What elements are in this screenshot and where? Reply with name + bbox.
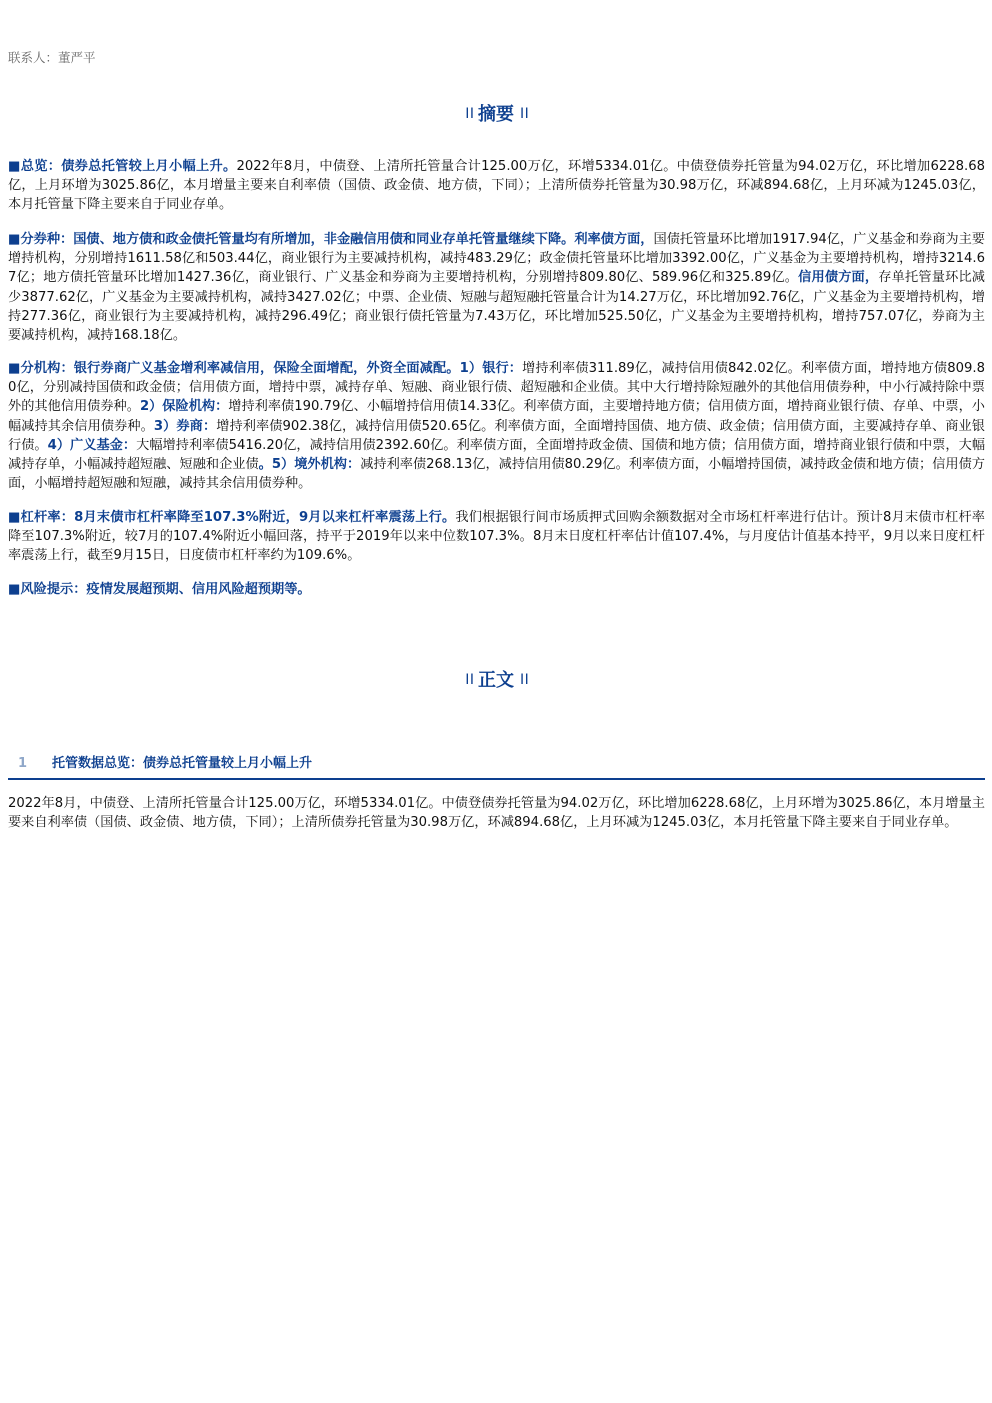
section-title: 托管数据总览：债券总托管量较上月小幅上升 <box>52 756 313 771</box>
institution-lead: 分机构：银行券商广义基金增利率减信用，保险全面增配，外资全面减配。 <box>20 361 460 376</box>
overview-lead: 总览：债券总托管较上月小幅上升。 <box>20 159 237 174</box>
abstract-title: 摘要 <box>478 104 514 125</box>
section-number: 1 <box>18 756 28 771</box>
bank-text: 增持利率债311.89亿，减持信用债842.02亿。利率债方面，增持地方债809.80亿，分别减持国债和政金债；信用债方面，增持中票，减持存单、短融、商业银行债、超短融和企业债。其中大行增持除短融外的其他信用债券种，中小行减持除中票外的其他信用债券种。 <box>8 361 985 415</box>
heading-bars-left: I I <box>465 106 472 122</box>
abstract-paragraph-overview <box>8 157 985 215</box>
foreign-text: 减持利率债268.13亿，减持信用债80.29亿。利率债方面，小幅增持国债，减持政金债和地方债；信用债方面，小幅增持超短融和短融，减持其余信用债券种。 <box>8 457 985 492</box>
bullet-square-icon: ■ <box>8 361 21 376</box>
insurance-label: 2）保险机构： <box>139 399 229 415</box>
foreign-label: 。5）境外机构： <box>258 457 361 473</box>
section-heading-1 <box>8 752 985 780</box>
insurance-text: 增持利率债190.79亿、小幅增持信用债14.33亿。利率债方面，主要增持地方债；信用债方面，增持商业银行债、存单、中票，小幅减持其余信用债券种。 <box>8 399 985 434</box>
bullet-square-icon: ■ <box>8 582 21 597</box>
body-heading <box>0 666 992 692</box>
body-title: 正文 <box>478 670 514 691</box>
bullet-square-icon: ■ <box>8 232 21 247</box>
abstract-paragraph-leverage <box>8 508 985 566</box>
abstract-heading <box>0 100 992 126</box>
securities-text: 增持利率债902.38亿，减持信用债520.65亿。利率债方面，全面增持国债、地方债、政金债；信用债方面，主要减持存单、商业银行债。 <box>8 418 985 453</box>
bond-type-text-rates: 国债托管量环比增加1917.94亿，广义基金和券商为主要增持机构，分别增持1611.58亿和503.44亿，商业银行为主要减持机构，减持483.29亿；政金债托管量环比增加3392.00亿，广义基金为主要增持机构，增持3214.67亿；地方债托管量环比增加1427.36亿，商业银行、广义基金和券商为主要增持机构，分别增持809.80亿、589.96亿和325.89亿。 <box>8 232 985 286</box>
bond-type-text-credit: 存单托管量环比减少3877.62亿，广义基金为主要减持机构，减持3427.02亿；中票、企业债、短融与超短融托管量合计为14.27万亿，环比增加92.76亿，广义基金为主要增持机构，增持277.36亿，商业银行为主要减持机构，减持296.49亿；商业银行债托管量为7.43万亿，环比增加525.50亿，广义基金为主要增持机构，增持757.07亿，券商为主要减持机构，减持168.18亿。 <box>8 270 985 344</box>
bank-label: 1）银行： <box>459 361 523 376</box>
section-1-paragraph: 2022年8月，中债登、上清所托管量合计125.00万亿，环增5334.01亿。中债登债券托管量为94.02万亿，环比增加6228.68亿，上月环增为3025.86亿，本月增量主要来自利率债（国债、政金债、地方债，下同）；上清所债券托管量为30.98万亿，环减894.68亿，上月环减为1245.03亿，本月托管量下降主要来自于同业存单。 <box>8 796 985 831</box>
fund-text: 大幅增持利率债5416.20亿，减持信用债2392.60亿。利率债方面，全面增持政金债、国债和地方债；信用债方面，增持商业银行债和中票，大幅减持存单，小幅减持超短融、短融和企业债 <box>8 437 986 473</box>
bullet-square-icon: ■ <box>8 510 21 525</box>
abstract-paragraph-by-bond-type <box>8 230 985 345</box>
bullet-square-icon: ■ <box>8 159 21 174</box>
risk-lead: 风险提示：疫情发展超预期、信用风险超预期等。 <box>20 582 311 597</box>
heading-bars-left: I I <box>465 672 472 688</box>
abstract-paragraph-by-institution <box>8 359 985 493</box>
overview-text: 2022年8月，中债登、上清所托管量合计125.00万亿，环增5334.01亿。中债登债券托管量为94.02万亿，环比增加6228.68亿，上月环增为3025.86亿，本月增量主要来自利率债（国债、政金债、地方债，下同）；上清所债券托管量为30.98万亿，环减894.68亿，上月环减为1245.03亿，本月托管量下降主要来自于同业存单。 <box>8 159 986 213</box>
securities-label: 3）券商： <box>153 418 217 434</box>
leverage-text: 我们根据银行间市场质押式回购余额数据对全市场杠杆率进行估计。预计8月末债市杠杆率降至107.3%附近，较7月的107.4%附近小幅回落，持平于2019年以来中位数107.3%。8月末日度杠杆率估计值107.4%，与月度估计值基本持平，9月以来日度杠杆率震荡上行，截至9月15日，日度债市杠杆率约为109.6%。 <box>8 510 985 564</box>
fund-label: 4）广义基金： <box>47 437 137 453</box>
leverage-lead: 杠杆率：8月末债市杠杆率降至107.3%附近，9月以来杠杆率震荡上行。 <box>20 510 456 525</box>
bond-type-credit-lead: 信用债方面， <box>798 270 879 286</box>
bond-type-lead: 分券种：国债、地方债和政金债托管量均有所增加，非金融信用债和同业存单托管量继续下降。利率债方面， <box>20 232 654 247</box>
heading-bars-right: I I <box>520 106 527 122</box>
heading-bars-right: I I <box>520 672 527 688</box>
abstract-paragraph-risk <box>8 580 985 599</box>
contact-line: 联系人：董严平 <box>8 50 96 65</box>
